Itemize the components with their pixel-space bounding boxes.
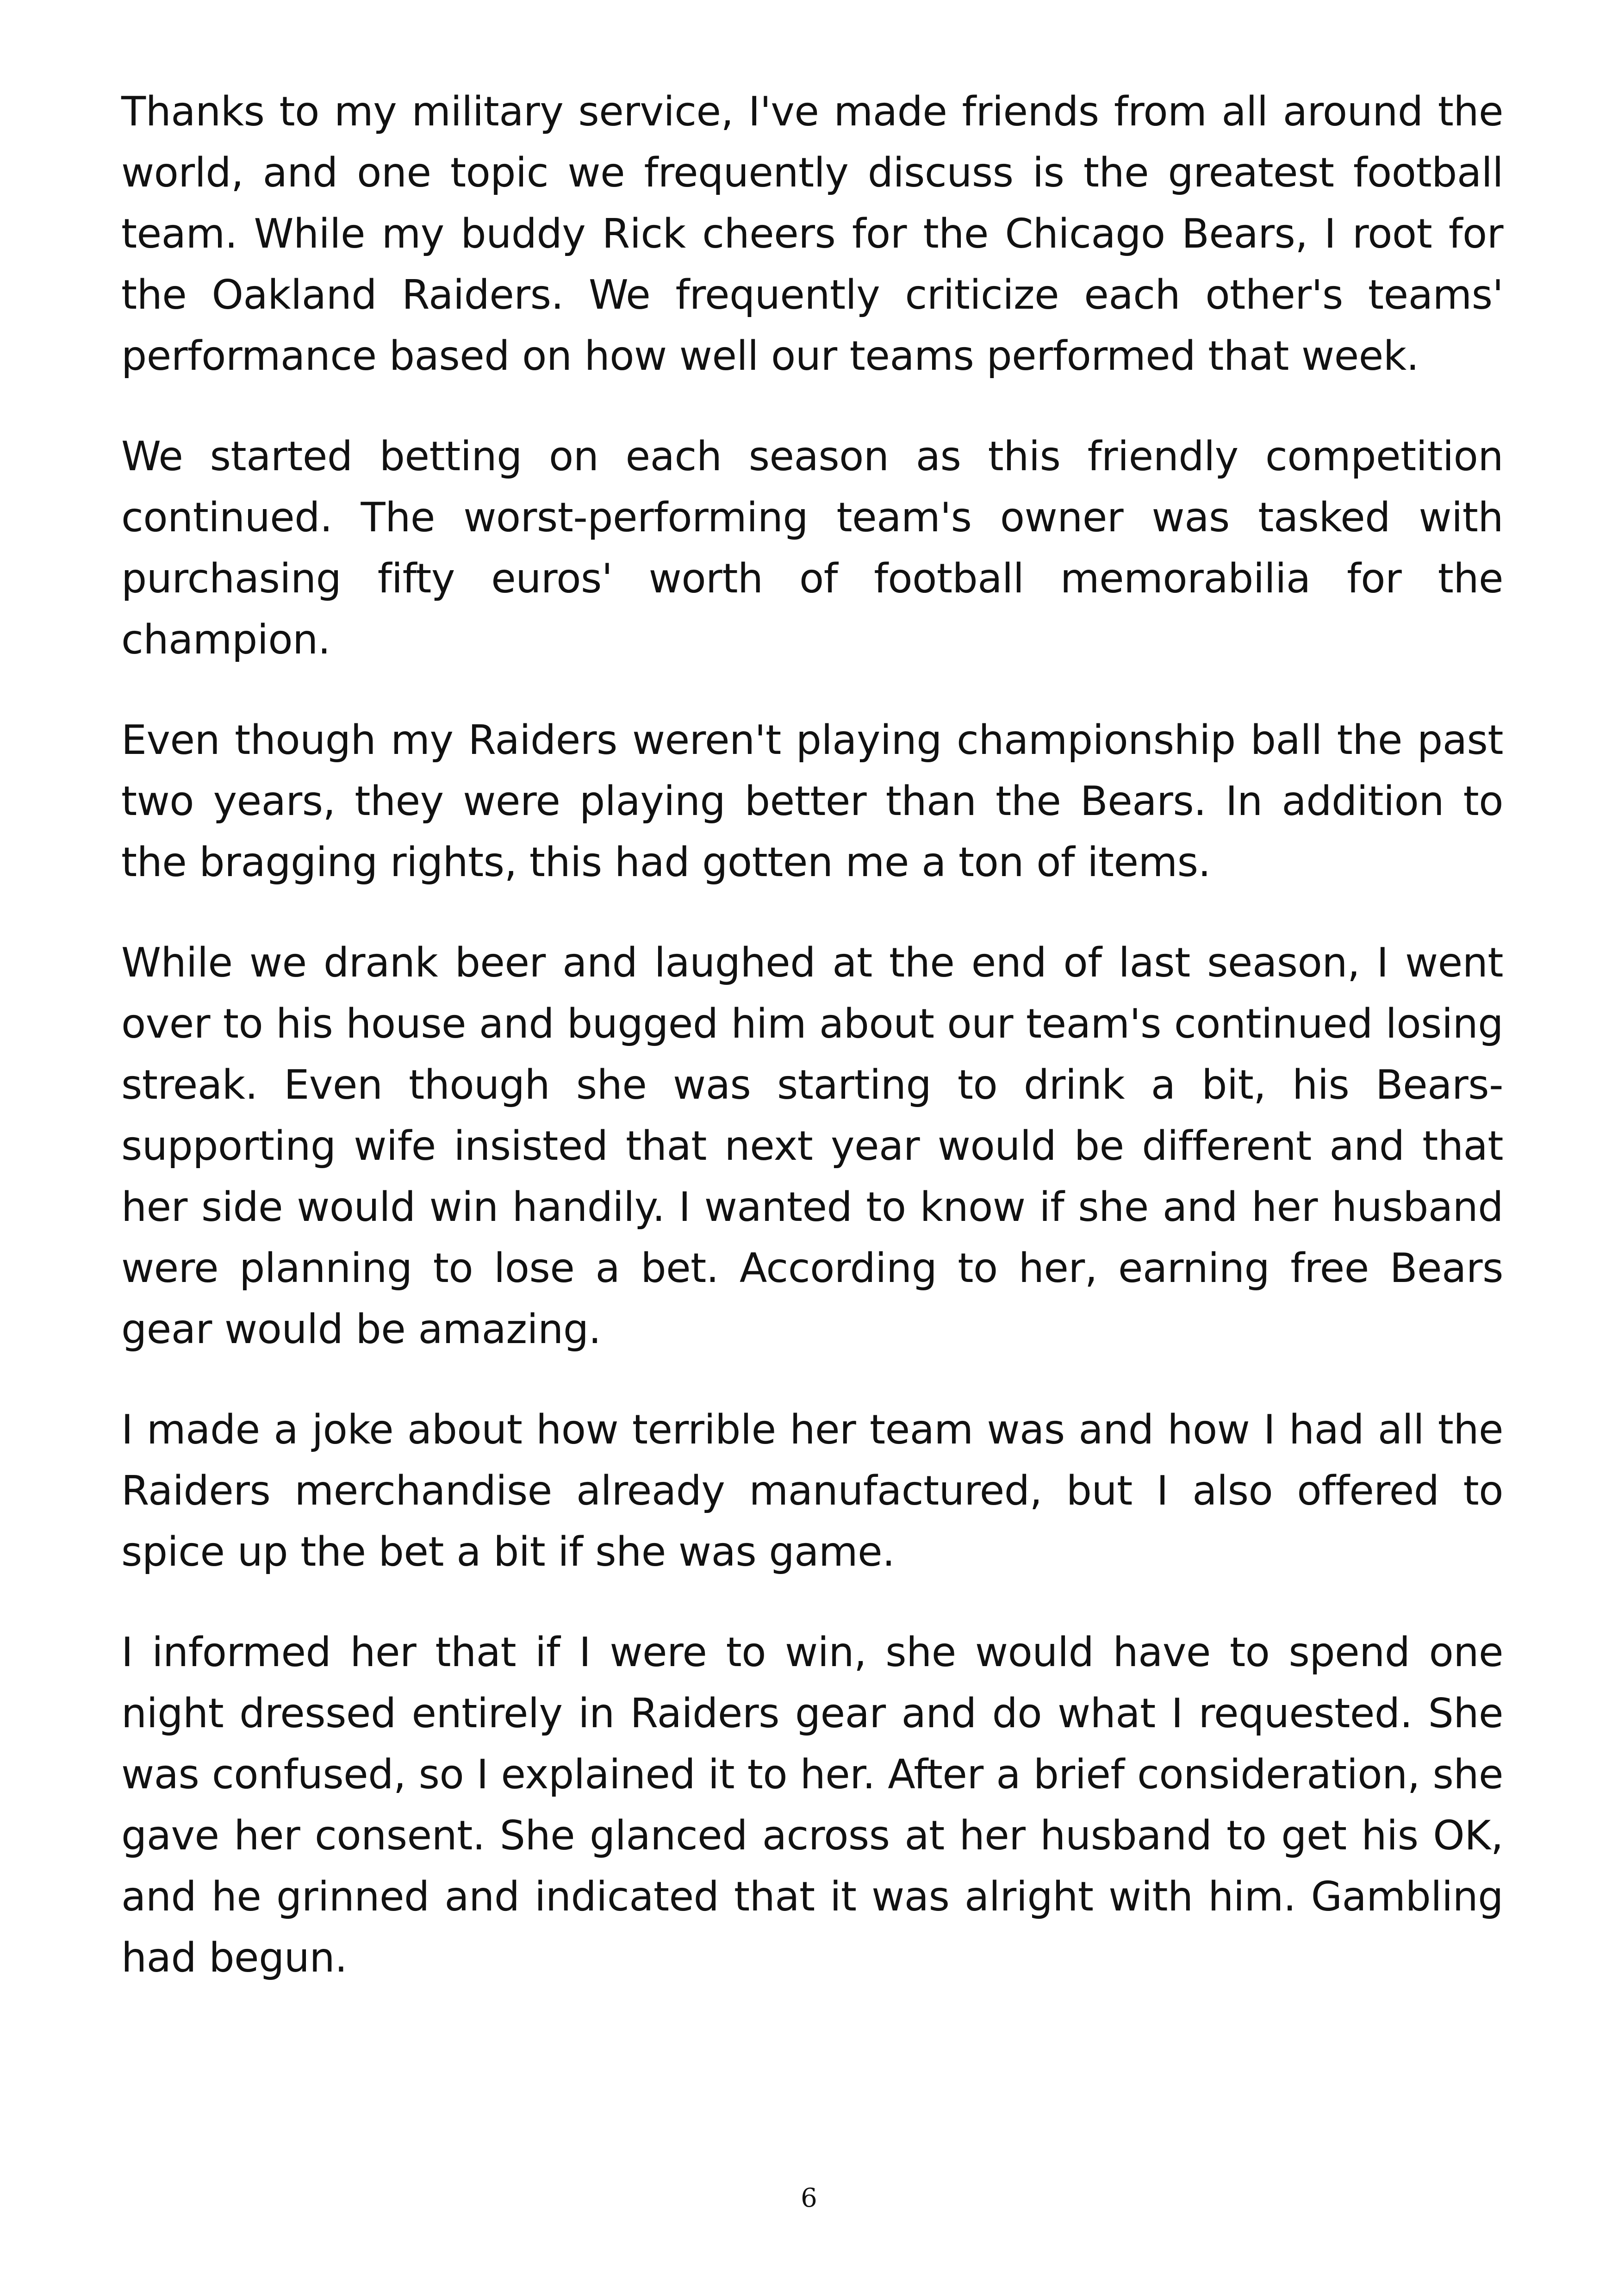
body-text	[121, 81, 1503, 2028]
paragraph: Thanks to my military service, I've made friends from all around the world, and one topic we frequently discuss is the greatest football team. While my buddy Rick cheers for the Chicago Bears, I root for the Oakland Raiders. We frequently criticize each other's teams' performance based on how well our teams performed that week.	[121, 88, 1503, 380]
paragraph: Even though my Raiders weren't playing championship ball the past two years, they were playing better than the Bears. In addition to the bragging rights, this had gotten me a ton of items.	[121, 716, 1503, 886]
page-number: 6	[801, 2183, 817, 2213]
paragraph: I informed her that if I were to win, she would have to spend one night dressed entirely in Raiders gear and do what I requested. She was confused, so I explained it to her. After a brief consideration, she gave her consent. She glanced across at her husband to get his OK, and he grinned and indicated that it was alright with him. Gambling had begun.	[121, 1629, 1503, 1981]
paragraph: I made a joke about how terrible her team was and how I had all the Raiders merchandise already manufactured, but I also offered to spice up the bet a bit if she was game.	[121, 1406, 1503, 1575]
paragraph: While we drank beer and laughed at the end of last season, I went over to his house and bugged him about our team's continued losing streak. Even though she was starting to drink a bit, his Bears-supporting wife insisted that next year would be different and that her side would win handily. I wanted to know if she and her husband were planning to lose a bet. According to her, earning free Bears gear would be amazing.	[121, 939, 1503, 1353]
paragraph: We started betting on each season as this friendly competition continued. The worst-performing team's owner was tasked with purchasing fifty euros' worth of football memorabilia for the champion.	[121, 433, 1503, 663]
